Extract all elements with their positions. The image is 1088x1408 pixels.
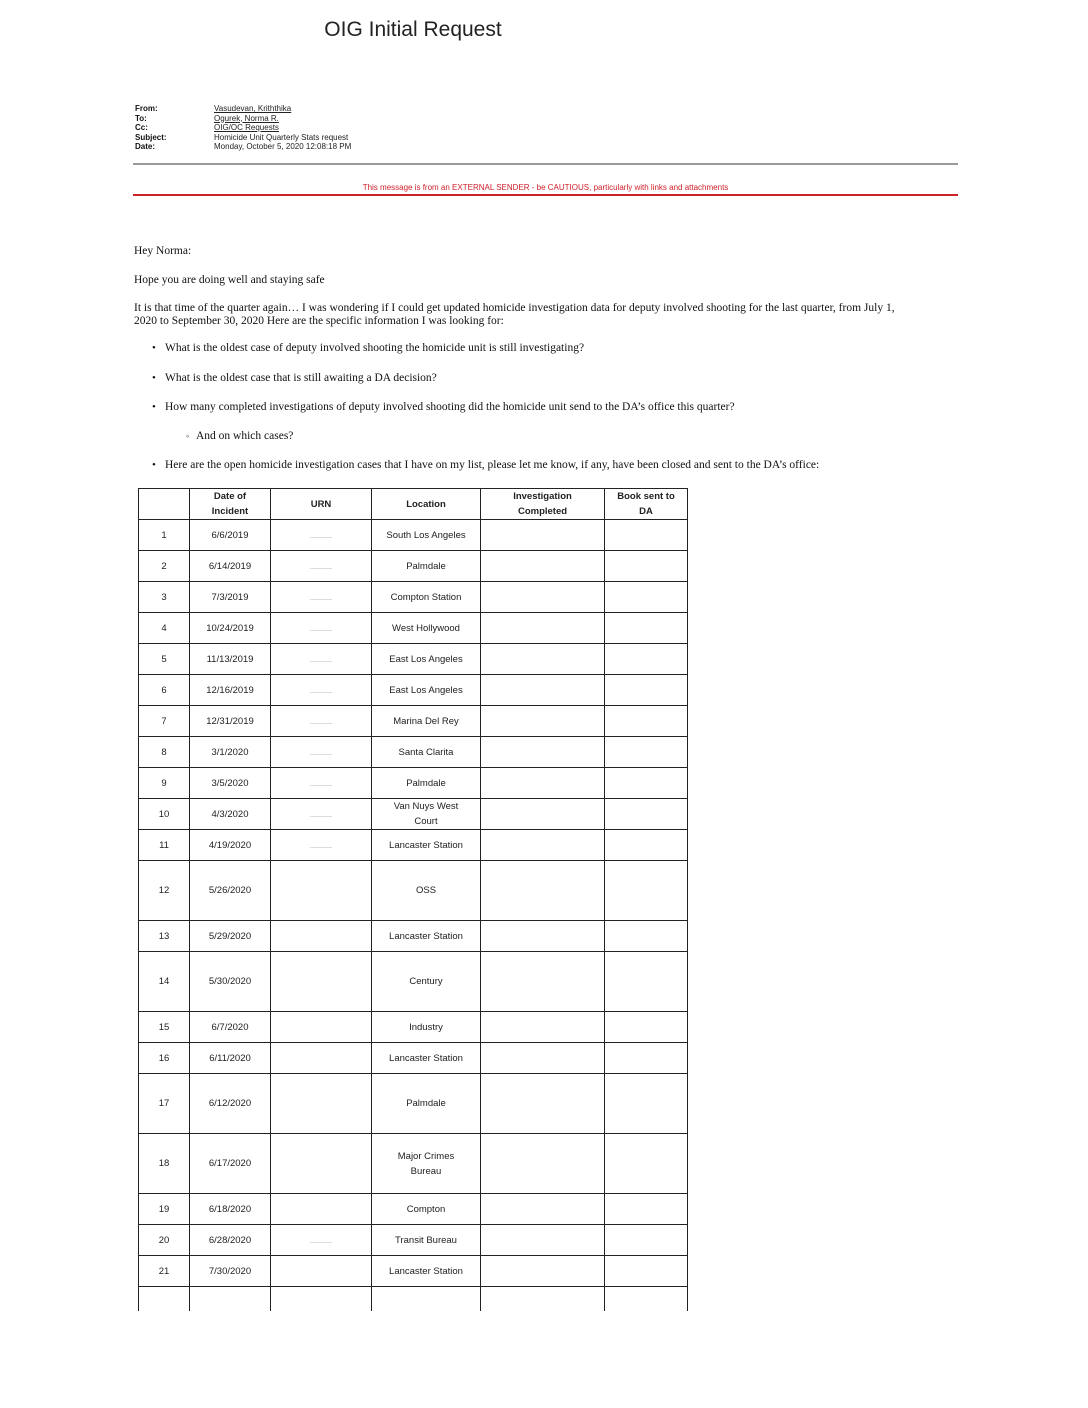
cell-investigation[interactable]	[481, 861, 605, 921]
cc-value[interactable]: OIG/OC Requests	[214, 123, 279, 132]
cell-location: East Los Angeles	[372, 644, 481, 675]
cell-book-sent[interactable]	[605, 706, 688, 737]
intro-line: Hope you are doing well and staying safe	[134, 274, 325, 286]
cell-investigation[interactable]	[481, 706, 605, 737]
cell-location: Transit Bureau	[372, 1225, 481, 1256]
table-row	[139, 644, 688, 675]
header-date-line1: Date of	[213, 491, 247, 502]
cell-urn	[271, 830, 372, 861]
table-row	[139, 1043, 688, 1074]
cell-investigation[interactable]	[481, 768, 605, 799]
paragraph-line-2: 2020 to September 30, 2020 Here are the specific information I was looking for:	[134, 315, 504, 327]
cell-book-sent[interactable]	[605, 952, 688, 1012]
cell-date: 6/6/2019	[190, 520, 271, 551]
cell-date: 7/30/2020	[190, 1256, 271, 1287]
cell-number: 19	[139, 1194, 190, 1225]
location-line2: Court	[414, 816, 438, 827]
cell-number: 20	[139, 1225, 190, 1256]
cell-investigation[interactable]	[481, 737, 605, 768]
cell-book-sent[interactable]	[605, 1043, 688, 1074]
table-row	[139, 921, 688, 952]
table-row	[139, 768, 688, 799]
cell-investigation[interactable]	[481, 830, 605, 861]
header-book-sent	[605, 489, 688, 520]
cell-number: 1	[139, 520, 190, 551]
cell-number: 5	[139, 644, 190, 675]
cell-urn	[271, 1225, 372, 1256]
cell-investigation[interactable]	[481, 921, 605, 952]
table-row	[139, 1012, 688, 1043]
cell-book-sent[interactable]	[605, 1012, 688, 1043]
greeting: Hey Norma:	[134, 245, 192, 257]
cell-investigation	[481, 1287, 605, 1312]
table-row	[139, 737, 688, 768]
cell-book-sent[interactable]	[605, 582, 688, 613]
cell-urn	[271, 861, 372, 921]
table-row-empty	[139, 1287, 688, 1312]
cell-urn	[271, 675, 372, 706]
table-row	[139, 706, 688, 737]
cell-date: 12/16/2019	[190, 675, 271, 706]
cell-urn	[271, 1194, 372, 1225]
table-row	[139, 551, 688, 582]
cell-urn	[271, 1012, 372, 1043]
cell-urn	[271, 582, 372, 613]
cell-investigation[interactable]	[481, 952, 605, 1012]
cell-date: 6/17/2020	[190, 1134, 271, 1194]
cell-date	[190, 1287, 271, 1312]
sub-bullet-which-cases: And on which cases?	[196, 430, 294, 442]
bullet-open-cases: Here are the open homicide investigation cases that I have on my list, please let me know, if any, have been closed and sent to the DA’s office:	[165, 459, 820, 471]
cell-urn	[271, 520, 372, 551]
cases-table	[138, 488, 688, 1311]
cell-urn	[271, 1256, 372, 1287]
cell-book-sent[interactable]	[605, 675, 688, 706]
cell-book-sent[interactable]	[605, 644, 688, 675]
cell-date: 6/18/2020	[190, 1194, 271, 1225]
paragraph-line-1: It is that time of the quarter again… I was wondering if I could get updated homicide investigation data for deputy involved shooting for the last quarter, from July 1,	[134, 302, 895, 314]
cell-location	[372, 799, 481, 830]
cell-number: 16	[139, 1043, 190, 1074]
cell-date: 5/26/2020	[190, 861, 271, 921]
cell-number: 10	[139, 799, 190, 830]
cell-location: Palmdale	[372, 551, 481, 582]
table-row	[139, 613, 688, 644]
cell-book-sent[interactable]	[605, 737, 688, 768]
table-row	[139, 1225, 688, 1256]
cell-number: 15	[139, 1012, 190, 1043]
cell-investigation[interactable]	[481, 582, 605, 613]
cell-book-sent[interactable]	[605, 921, 688, 952]
header-inv-line2: Completed	[517, 506, 568, 517]
bullet-dot: •	[152, 401, 156, 413]
cell-location: Lancaster Station	[372, 830, 481, 861]
table-row	[139, 861, 688, 921]
cell-book-sent[interactable]	[605, 1194, 688, 1225]
cell-location: East Los Angeles	[372, 675, 481, 706]
cell-number: 11	[139, 830, 190, 861]
from-value[interactable]: Vasudevan, Kriththika	[214, 104, 292, 113]
cell-date: 3/5/2020	[190, 768, 271, 799]
cell-book-sent[interactable]	[605, 551, 688, 582]
date-value: Monday, October 5, 2020 12:08:18 PM	[214, 142, 352, 151]
cell-investigation[interactable]	[481, 551, 605, 582]
cell-date: 6/14/2019	[190, 551, 271, 582]
external-sender-banner: This message is from an EXTERNAL SENDER - be CAUTIOUS, particularly with links and attachments	[362, 183, 729, 192]
cell-book-sent[interactable]	[605, 1134, 688, 1194]
cell-urn	[271, 551, 372, 582]
cell-investigation[interactable]	[481, 644, 605, 675]
table-row	[139, 1074, 688, 1134]
table-row	[139, 830, 688, 861]
cell-location: Century	[372, 952, 481, 1012]
cc-label: Cc:	[135, 123, 148, 132]
cell-investigation[interactable]	[481, 675, 605, 706]
cell-date: 6/28/2020	[190, 1225, 271, 1256]
cell-urn	[271, 613, 372, 644]
bullet-completed-count: How many completed investigations of deputy involved shooting did the homicide unit send to the DA’s office this quarter?	[165, 401, 735, 413]
header-investigation	[481, 489, 605, 520]
header-date	[190, 489, 271, 520]
location-line1: Van Nuys West	[393, 801, 459, 812]
cell-urn	[271, 799, 372, 830]
cell-urn	[271, 644, 372, 675]
header-number	[139, 489, 190, 520]
cell-urn	[271, 1074, 372, 1134]
cell-urn	[271, 1287, 372, 1312]
cell-investigation[interactable]	[481, 1043, 605, 1074]
cell-urn	[271, 1043, 372, 1074]
cell-date: 6/7/2020	[190, 1012, 271, 1043]
cell-location: Industry	[372, 1012, 481, 1043]
cell-urn	[271, 768, 372, 799]
cell-number: 2	[139, 551, 190, 582]
cell-location: Santa Clarita	[372, 737, 481, 768]
banner-divider	[133, 194, 958, 196]
cell-number: 9	[139, 768, 190, 799]
cell-location: Marina Del Rey	[372, 706, 481, 737]
cell-book-sent[interactable]	[605, 861, 688, 921]
cell-date: 7/3/2019	[190, 582, 271, 613]
bullet-dot: •	[152, 459, 156, 471]
cell-number: 4	[139, 613, 190, 644]
sub-bullet-dot: ◦	[186, 431, 190, 441]
cell-book-sent[interactable]	[605, 799, 688, 830]
subject-value: Homicide Unit Quarterly Stats request	[214, 132, 349, 142]
cell-investigation[interactable]	[481, 1134, 605, 1194]
cell-investigation[interactable]	[481, 1012, 605, 1043]
header-urn: URN	[271, 489, 372, 520]
from-label: From:	[135, 104, 158, 113]
cell-number: 17	[139, 1074, 190, 1134]
table-row	[139, 520, 688, 551]
to-label: To:	[135, 113, 147, 123]
header-date-line2: Incident	[211, 506, 249, 517]
cell-number: 18	[139, 1134, 190, 1194]
cell-urn	[271, 952, 372, 1012]
cell-investigation[interactable]	[481, 520, 605, 551]
cell-location: Compton	[372, 1194, 481, 1225]
cell-book-sent[interactable]	[605, 830, 688, 861]
cell-investigation[interactable]	[481, 1194, 605, 1225]
page-title: OIG Initial Request	[324, 18, 502, 41]
cell-date: 4/3/2020	[190, 799, 271, 830]
cell-number: 8	[139, 737, 190, 768]
table-row	[139, 675, 688, 706]
cell-book-sent[interactable]	[605, 1256, 688, 1287]
subject-label: Subject:	[135, 132, 167, 142]
cell-book-sent[interactable]	[605, 613, 688, 644]
table-row	[139, 1134, 688, 1194]
cell-investigation[interactable]	[481, 1256, 605, 1287]
cell-number: 13	[139, 921, 190, 952]
cell-urn	[271, 921, 372, 952]
cell-date: 5/29/2020	[190, 921, 271, 952]
cell-location: Compton Station	[372, 582, 481, 613]
table-row	[139, 582, 688, 613]
cell-number: 14	[139, 952, 190, 1012]
cell-book-sent	[605, 1287, 688, 1312]
cell-book-sent[interactable]	[605, 768, 688, 799]
cell-urn	[271, 1134, 372, 1194]
cell-date: 12/31/2019	[190, 706, 271, 737]
cell-date: 3/1/2020	[190, 737, 271, 768]
cell-date: 4/19/2020	[190, 830, 271, 861]
email-header	[135, 104, 351, 152]
header-book-line2: DA	[639, 506, 653, 517]
cell-date: 11/13/2019	[190, 644, 271, 675]
header-book-line1: Book sent to	[617, 491, 675, 502]
cell-number	[139, 1287, 190, 1312]
cell-investigation[interactable]	[481, 799, 605, 830]
bullet-dot: •	[152, 372, 156, 384]
header-divider	[133, 163, 958, 165]
cell-number: 6	[139, 675, 190, 706]
cell-location: Lancaster Station	[372, 1256, 481, 1287]
cell-location: Lancaster Station	[372, 921, 481, 952]
table-row	[139, 799, 688, 830]
cell-book-sent[interactable]	[605, 520, 688, 551]
cell-date: 6/11/2020	[190, 1043, 271, 1074]
cell-location: Palmdale	[372, 768, 481, 799]
cell-location: OSS	[372, 861, 481, 921]
cell-investigation[interactable]	[481, 1074, 605, 1134]
cell-urn	[271, 737, 372, 768]
header-inv-line1: Investigation	[513, 491, 572, 502]
table-row	[139, 952, 688, 1012]
location-line1: Major Crimes	[397, 1150, 455, 1162]
cell-investigation[interactable]	[481, 1225, 605, 1256]
table-row	[139, 1256, 688, 1287]
cell-book-sent[interactable]	[605, 1225, 688, 1256]
cell-date: 10/24/2019	[190, 613, 271, 644]
cell-date: 5/30/2020	[190, 952, 271, 1012]
location-line2: Bureau	[410, 1165, 442, 1177]
bullet-oldest-case: What is the oldest case of deputy involved shooting the homicide unit is still investigating?	[165, 342, 585, 354]
cell-date: 6/12/2020	[190, 1074, 271, 1134]
to-value[interactable]: Ogurek, Norma R.	[214, 113, 279, 123]
cell-number: 7	[139, 706, 190, 737]
date-label: Date:	[135, 142, 156, 151]
cell-urn	[271, 706, 372, 737]
cell-location: South Los Angeles	[372, 520, 481, 551]
bullet-awaiting-da: What is the oldest case that is still awaiting a DA decision?	[165, 372, 437, 384]
cell-location: Lancaster Station	[372, 1043, 481, 1074]
cell-investigation[interactable]	[481, 613, 605, 644]
cell-location	[372, 1134, 481, 1194]
cell-location: Palmdale	[372, 1074, 481, 1134]
cell-location: West Hollywood	[372, 613, 481, 644]
cell-number: 12	[139, 861, 190, 921]
cell-location	[372, 1287, 481, 1312]
bullet-dot: •	[152, 342, 156, 354]
header-location: Location	[372, 489, 481, 520]
table-header-row	[139, 489, 688, 520]
cell-number: 3	[139, 582, 190, 613]
table-row	[139, 1194, 688, 1225]
cell-book-sent[interactable]	[605, 1074, 688, 1134]
cell-number: 21	[139, 1256, 190, 1287]
